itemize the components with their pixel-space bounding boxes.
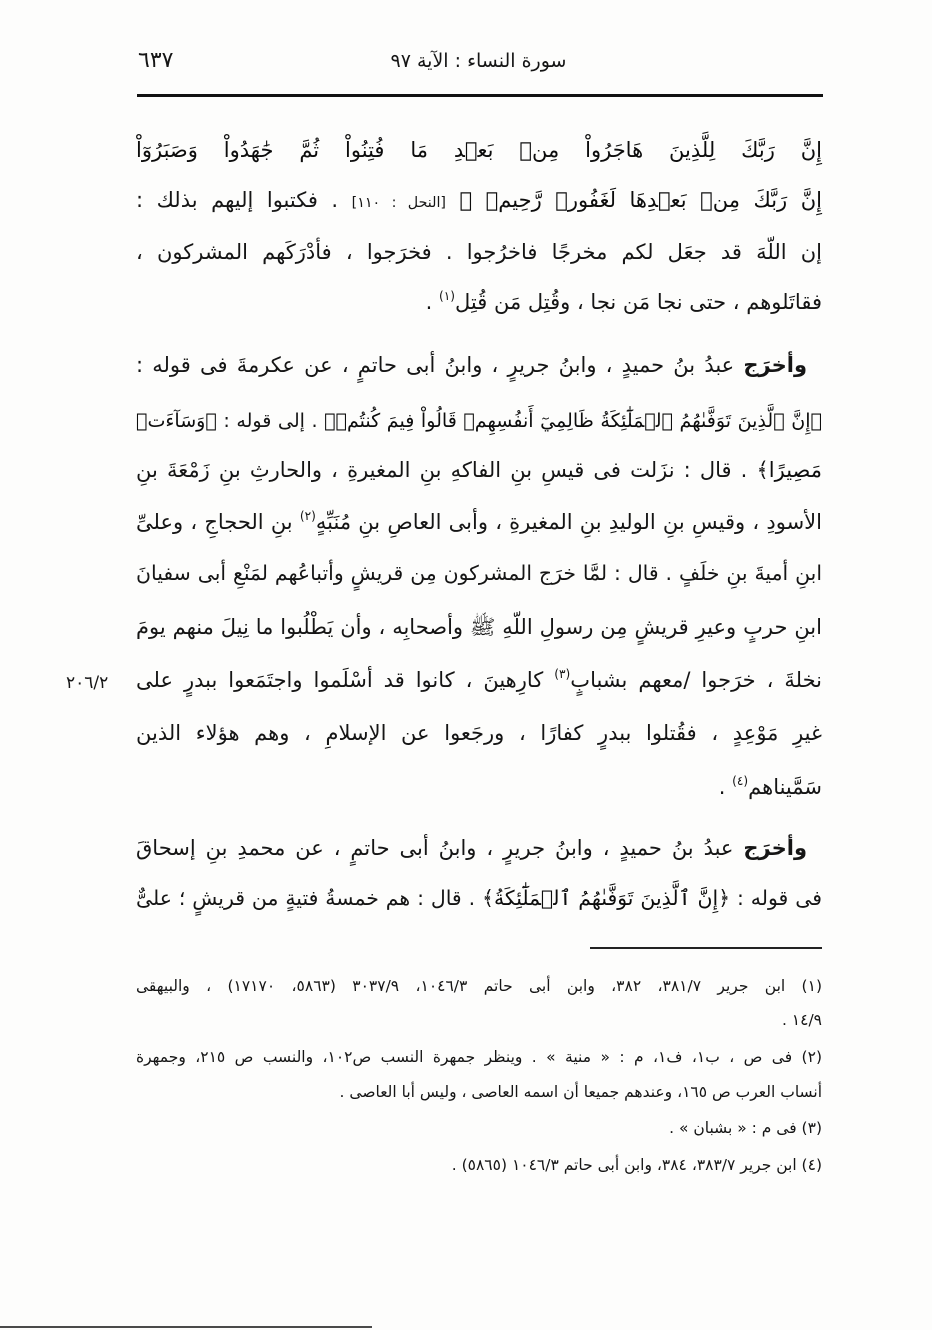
manuscript-folio-note: ٢٠٦/٢ [66,673,109,693]
body-line-15 [135,873,822,923]
paragraph-lead-word: وأخرَج [743,836,807,860]
footnote-4 [135,1148,822,1182]
body-line-4 [135,277,822,327]
body-line-14-content [136,823,807,873]
body-line-14 [135,823,807,873]
quran-text: ﴿إِنَّ ٱلَّذِينَ تَوَفَّىٰهُمُ ٱلۡمَلَٰٓئِكَةُ ظَالِمِيٓ أَنفُسِهِمۡ قَالُواْ فِيمَ كُنتُمۡ﴾ [324,410,822,432]
body-text: . إلى قوله : [223,410,318,432]
footnote-2-text: (٢) فى ص ، ب١، ف١، م : « منية » . وينظر جمهرة النسب ص١٠٢، والنسب ص ٢١٥، وجمهرة [135,1048,822,1066]
body-line-9 [135,548,822,598]
running-title: سورة النساء : الآية ٩٧ [390,50,567,72]
body-line-5 [135,340,807,390]
body-line-8-content [136,497,822,550]
scan-edge-line [0,1326,372,1328]
body-line-7-content [136,445,822,495]
body-line-9-content [136,548,822,598]
body-text-tail: بنِ الحجاجِ ، وعلىِّ [136,510,293,534]
quran-text: مَصِيرًا﴾ [756,458,822,482]
footnote-1-text: (١) ابن جرير ٣٨١/٧، ٣٨٢، وابن أبى حاتم ١٠٤٦/٣، ٣٠٣٧/٩ (٥٨٦٣، ١٧١٧٠) ، والبيهقى [135,977,822,995]
body-line-6 [135,395,822,445]
quran-text: ﴿وَسَآءَتۡ [136,410,217,432]
footnote-1-text-cont: ١٤/٩ . [781,1011,822,1029]
body-text: الأسودِ ، وقيسِ بنِ الوليدِ بنِ المغيرةِ ، وأبى العاصِ بنِ مُنَبِّهٍ [315,510,822,534]
page-number: ٦٣٧ [138,48,174,73]
footnote-separator [590,947,822,949]
body-text: فى قوله : [737,886,822,910]
footnote-ref-1: (١) [438,288,456,303]
body-line-15-content [136,873,822,923]
footnote-4-text: (٤) ابن جرير ٣٨٣/٧، ٣٨٤، وابن أبى حاتم ١٠٤٦/٣ (٥٨٦٥) . [451,1156,822,1174]
quran-text: ﴿إِنَّ ٱلَّذِينَ تَوَفَّىٰهُمُ ٱلۡمَلَٰٓئِكَةُ﴾ [481,886,731,910]
body-line-1 [135,125,822,175]
body-text: عبدُ بنُ حميدٍ ، وابنُ جريرٍ ، وابنُ أبى حاتمٍ ، عن عكرمةَ فى قوله : [136,353,735,377]
body-text-tail: كارِهينَ ، كانوا قد أسْلَموا واجتَمَعوا ببدرٍ على [136,668,544,692]
body-line-13-content [719,762,822,815]
quran-text: إِنَّ رَبَّكَ مِنۢ بَعۡدِهَا لَغَفُورٞ رَّحِيمٞ ﴾ [459,188,822,212]
body-line-3-content [136,227,822,277]
body-line-3 [135,227,822,277]
body-line-11-content [136,655,822,708]
body-line-2-content [136,175,822,228]
body-text: . فكتبوا إليهم بذلك : [136,188,339,212]
body-text: ابنِ حربٍ وعيرِ قريشٍ مِن رسولِ اللّهِ ﷺ وأصحابِه ، وأن يَطْلُبوا ما نِيلَ منهم يومَ [136,615,822,639]
footnote-1-line-1 [135,969,822,1003]
body-text-tail: . [718,775,726,799]
header-rule [137,94,823,97]
body-line-10-content [136,602,822,652]
body-text: ابنِ أميةَ بنِ خلَفٍ . قال : لمَّا خرَج المشركون مِن قريشٍ وأتباعُهم لمَنْعِ أبى سفيانَ [136,561,822,585]
quran-text: إِنَّ رَبَّكَ لِلَّذِينَ هَاجَرُواْ مِنۢ بَعۡدِ مَا فُتِنُواْ ثُمَّ جَٰهَدُواْ وَصَبَرُوٓاْ [136,138,822,162]
body-line-1-content [136,125,822,175]
verse-citation: [النحل : ١١٠] [351,195,446,211]
paragraph-lead-word: وأخرَج [743,353,807,377]
body-text: فقاتَلوهم ، حتى نجا مَن نجا ، وقُتِل مَن قُتِل [455,290,822,314]
body-line-12-content [136,708,822,758]
body-text: سَمَّيناهم [748,775,822,799]
body-line-6-content [136,396,822,446]
footnote-ref-3: (٣) [554,666,571,681]
footnote-3 [135,1111,822,1145]
body-text: نخلةَ ، خرَجوا /معهم بشبابٍ [570,668,822,692]
body-line-2 [135,175,822,225]
body-text-tail: . [425,290,433,314]
footnote-2-line-2 [135,1075,822,1109]
body-text: إن اللّهَ قد جعَل لكم مخرجًا فاخرُجوا . فخرَجوا ، فأدْرَكَهم المشركون ، [136,240,822,264]
body-text: . قال : نزَلت فى قيسِ بنِ الفاكهِ بنِ المغيرةِ ، والحارثِ بنِ زَمْعَةَ بنِ [136,458,748,482]
footnote-2-text-cont: أنساب العرب ص ١٦٥، وعندهم جميعا أن اسمه العاصى ، وليس أبا العاصى . [339,1083,822,1101]
body-line-8 [135,497,822,547]
body-line-11 [135,655,822,705]
body-text-tail: . قال : هم خمسةُ فتيةٍ من قريشٍ ؛ علىٌّ [135,886,476,910]
body-line-5-content [136,340,807,390]
body-line-13 [135,762,822,812]
body-line-10 [135,602,822,652]
body-text: عبدُ بنُ حميدٍ ، وابنُ جريرٍ ، وابنُ أبى حاتمٍ ، عن محمدِ بنِ إسحاقَ [136,836,734,860]
body-line-7 [135,445,822,495]
footnote-ref-2: (٢) [299,508,316,523]
footnote-1-line-2 [135,1003,822,1037]
footnote-3-text: (٣) فى م : « بشبان » . [669,1119,822,1137]
body-line-12 [135,708,822,758]
footnote-2-line-1 [135,1040,822,1074]
body-line-4-content [426,277,822,330]
footnote-ref-4: (٤) [732,773,749,788]
body-text: غيرِ مَوْعِدٍ ، فقُتلوا ببدرٍ كفارًا ، ورجَعوا عن الإسلامِ ، وهم هؤلاء الذين [136,721,822,745]
